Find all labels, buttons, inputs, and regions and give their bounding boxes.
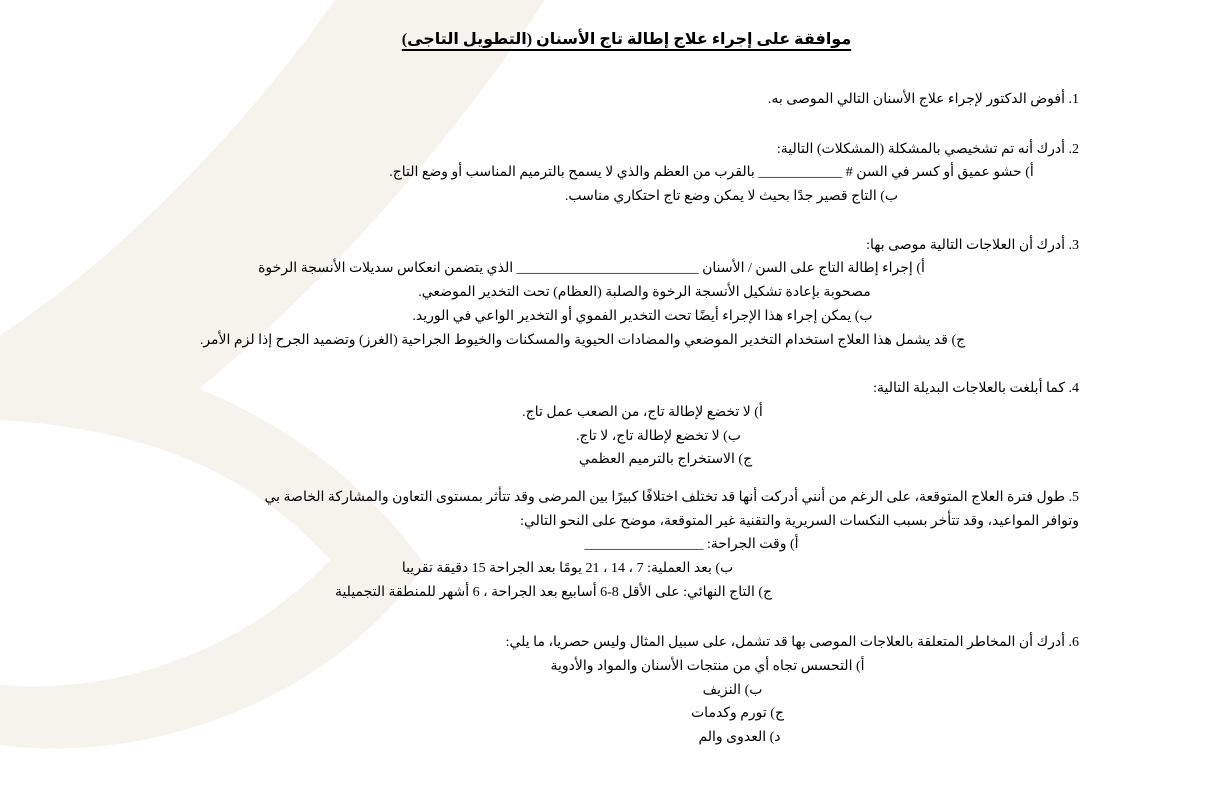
document-line: ب) بعد العملية: 7 ، 14 ، 21 يومًا بعد الجراحة 15 دقيقة تقريبا xyxy=(401,561,734,576)
document-line: أ) التحسس تجاه أي من منتجات الأسنان والمواد والأدوية xyxy=(550,659,865,675)
document-line: أ) وقت الجراحة: _________________ xyxy=(584,537,799,553)
consent-item-4-alternative-treatments xyxy=(134,377,1079,472)
document-line: 1. أفوض الدكتور لإجراء علاج الأسنان التالي الموصى به. xyxy=(767,92,1079,107)
document-content xyxy=(134,0,1079,750)
document-line: د) العدوى والم xyxy=(698,730,781,746)
document-line: ب) النزيف xyxy=(702,682,763,698)
document-line: 4. كما أبلغت بالعلاجات البديلة التالية: xyxy=(873,381,1079,397)
document-title: موافقة على إجراء علاج إطالة تاج الأسنان (التطويل التاجى) xyxy=(401,31,852,48)
document-line: ج) التاج النهائي: على الأقل 8-6 أسابيع بعد الجراحة ، 6 أشهر للمنطقة التجميلية xyxy=(334,584,773,600)
document-line: مصحوبة بإعادة تشكيل الأنسجة الرخوة والصلبة (العظام) تحت التخدير الموضعي. xyxy=(418,285,871,301)
consent-item-6-risks xyxy=(134,631,1079,749)
document-line: أ) إجراء إطالة التاج على السن / الأسنان __________________________ الذي يتضمن انعكاس سديلات الأنسجة الرخوة xyxy=(258,261,925,277)
document-line: ج) قد يشمل هذا العلاج استخدام التخدير الموضعي والمضادات الحيوية والمسكنات والخيوط الجراحية (الغرز) وتضميد الجرح إذا لزم الأمر. xyxy=(199,332,966,348)
document-line: وتوافر المواعيد، وقد تتأخر بسبب النكسات السريرية والتقنية غير المتوقعة، موضح على النحو التالي: xyxy=(520,513,1079,529)
document-line: 3. أدرك أن العلاجات التالية موصى بها: xyxy=(866,237,1079,253)
document-line: ب) لا تخضع لإطالة تاج، لا تاج. xyxy=(576,428,741,444)
consent-item-1-authorization xyxy=(134,88,1079,112)
document-line: ب) التاج قصير جدًا بحيث لا يمكن وضع تاج احتكاري مناسب. xyxy=(564,189,899,205)
consent-item-3-recommended-treatments xyxy=(134,234,1079,352)
consent-item-2-diagnosis xyxy=(134,138,1079,209)
document-line: أ) حشو عميق أو كسر في السن # ____________ بالقرب من العظم والذي لا يسمح بالترميم المناسب أو وضع التاج. xyxy=(389,165,1034,181)
document-line: 5. طول فترة العلاج المتوقعة، على الرغم من أنني أدركت أنها قد تختلف اختلافًا كبيرًا بين المرضى وقد تتأثر بمستوى التعاون والمشاركة الخاصة بي xyxy=(264,489,1079,505)
consent-item-5-treatment-duration xyxy=(134,486,1079,604)
document-line: 2. أدرك أنه تم تشخيصي بالمشكلة (المشكلات) التالية: xyxy=(776,141,1079,157)
document-line: ب) يمكن إجراء هذا الإجراء أيضًا تحت التخدير الفموي أو التخدير الواعي في الوريد. xyxy=(412,308,873,324)
document-line: ج) الاستخراج بالترميم العظمي xyxy=(578,452,753,468)
document-line: 6. أدرك أن المخاطر المتعلقة بالعلاجات الموصى بها قد تشمل، على سبيل المثال وليس حصريا، ما يلي: xyxy=(505,635,1079,651)
document-line: ج) تورم وكدمات xyxy=(691,706,784,722)
document-line: أ) لا تخضع لإطالة تاج، من الصعب عمل تاج. xyxy=(522,404,763,420)
